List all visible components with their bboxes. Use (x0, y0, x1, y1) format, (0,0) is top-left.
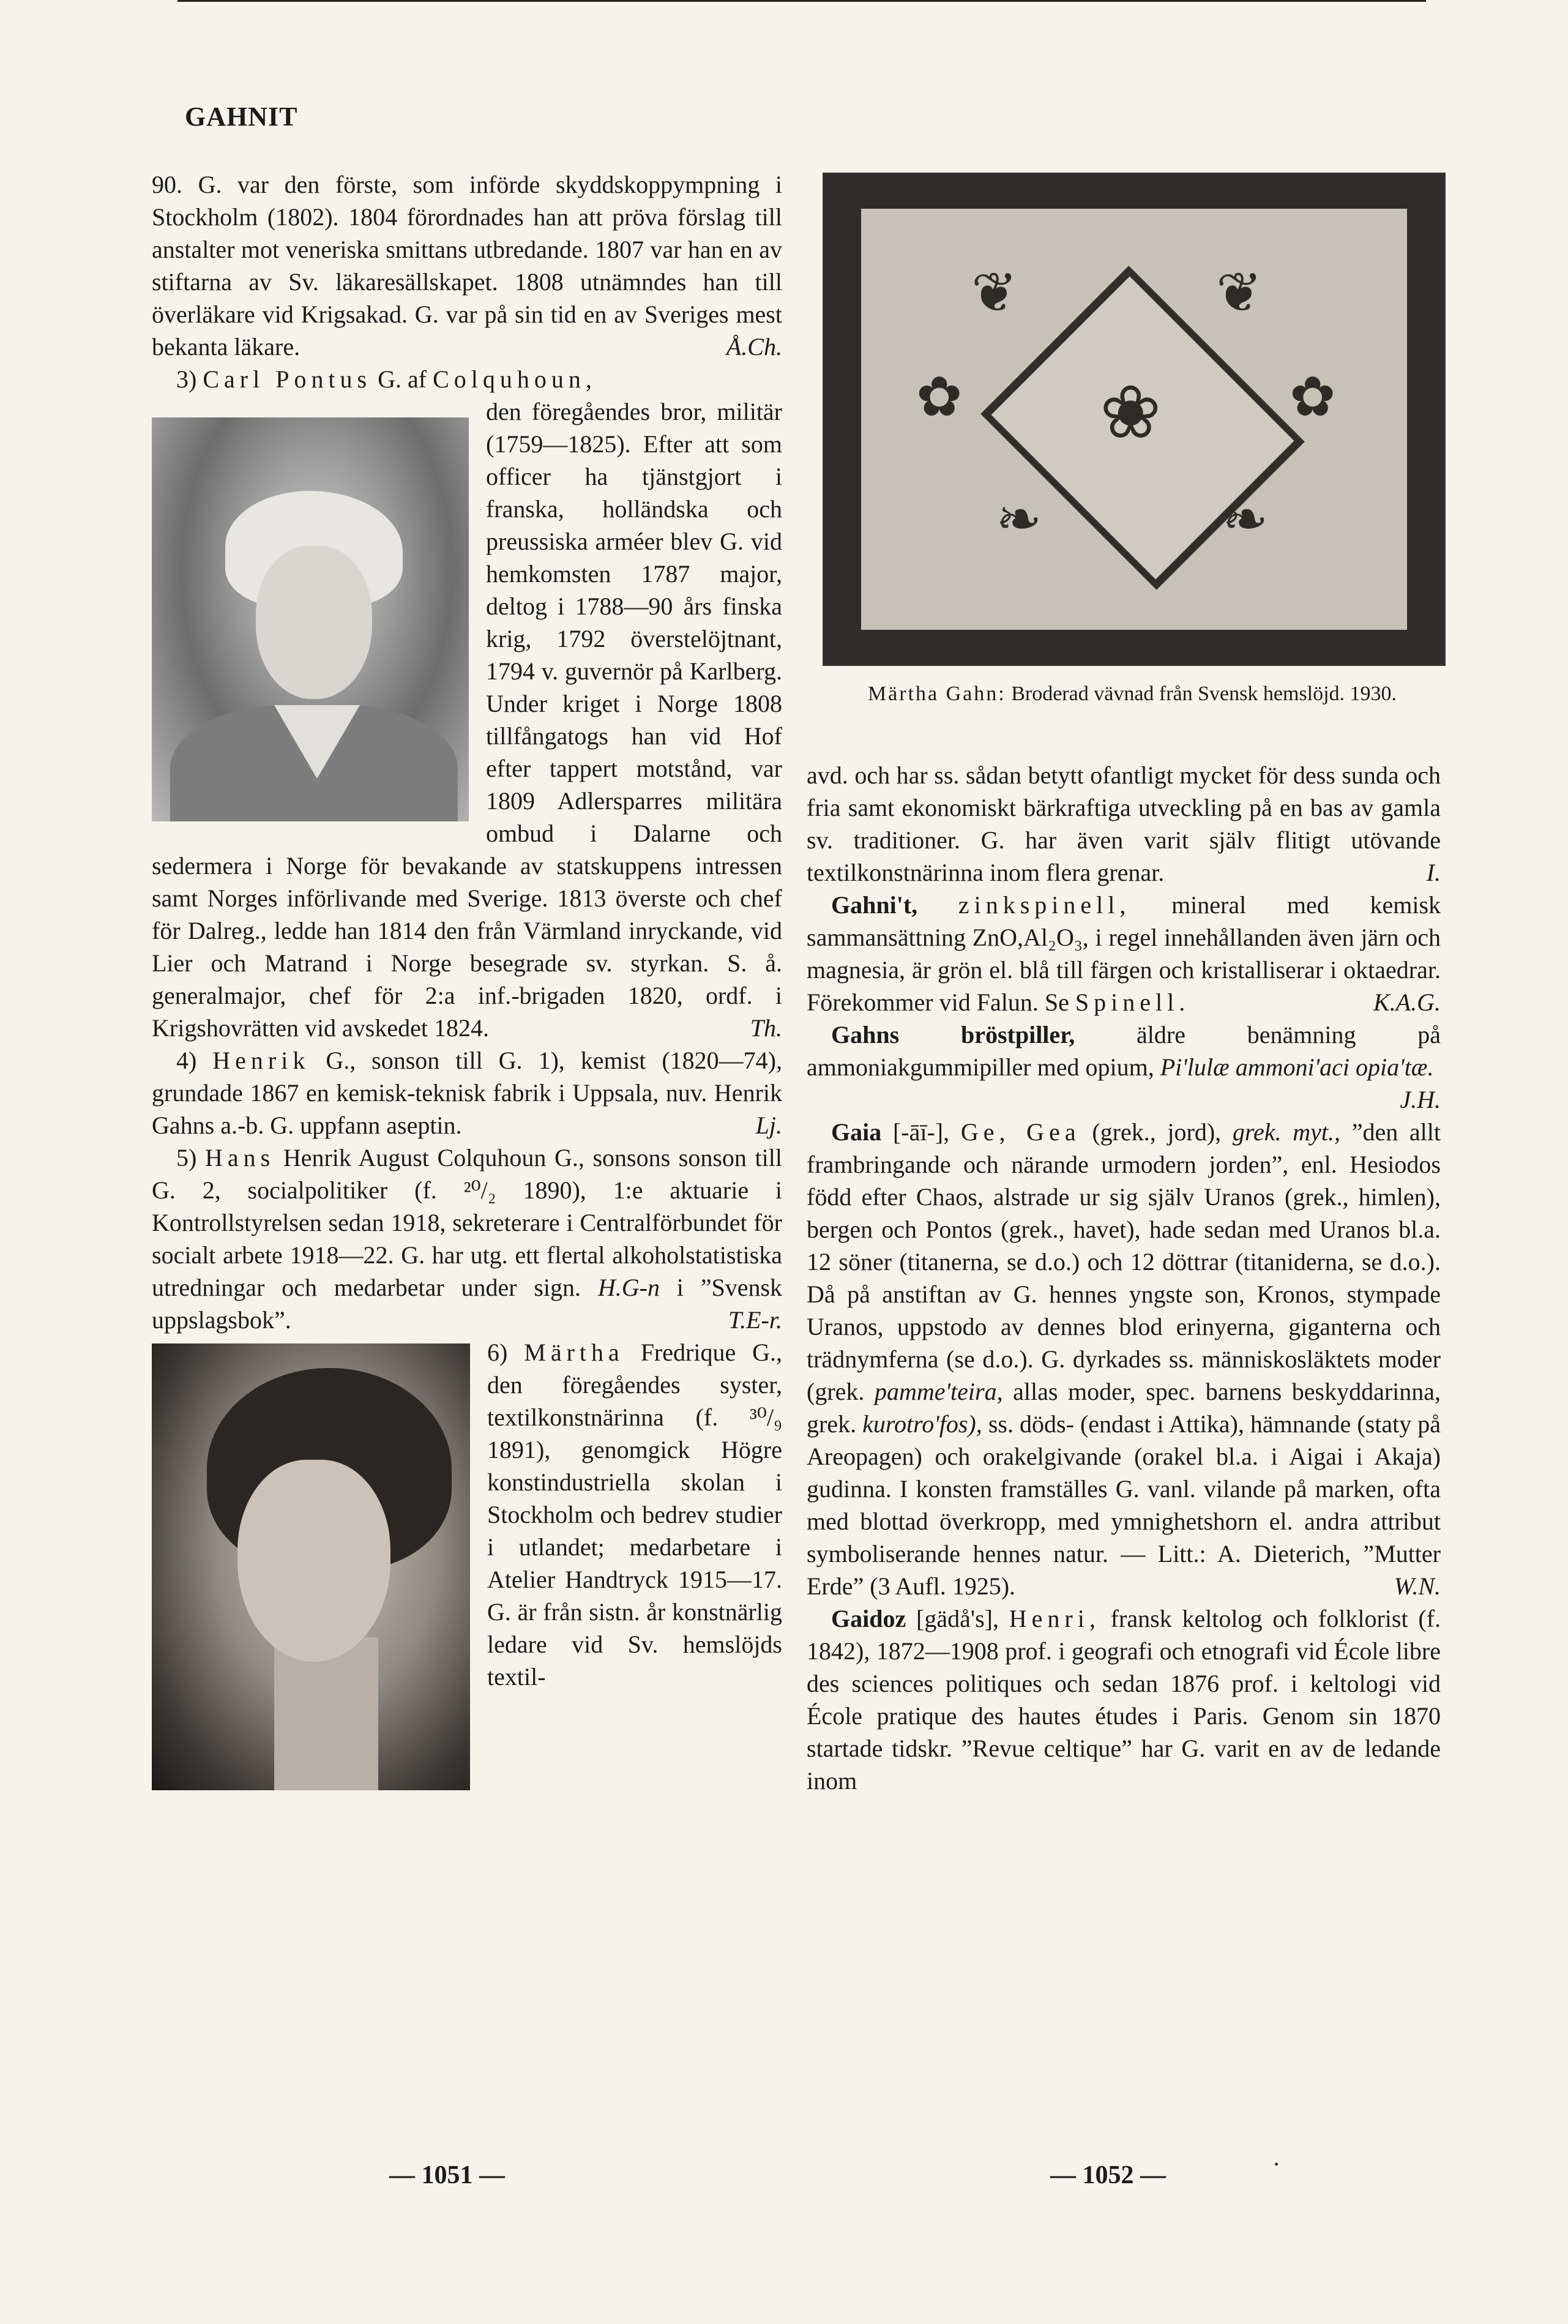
author-signature: W.N. (1394, 1572, 1441, 1600)
paragraph-text: Fredrique G., den föregåendes syster, textilkonstnärinna (f. ³⁰/₉ 1891), genomgick Högre konstindustriella skolan i Stockholm och bedrev studier i utlandet; medarbetare i Atelier Handtryck 1915—17. G. är från sistn. år konstnärlig ledare vid Sv. hemslöjds textil- (487, 1339, 782, 1691)
entry-number: 3) (176, 365, 197, 393)
embroidered-textile-photo (823, 173, 1446, 666)
entry-gahns-brostpiller (807, 1018, 1441, 1116)
paragraph-text: G., sonson till G. 1), kemist (1820—74), grundade 1867 en kemisk-teknisk fabrik i Uppsala, nuv. Henrik Gahns a.-b. G. uppfann aseptin. (152, 1047, 782, 1139)
headword: Gahns bröstpiller, (831, 1021, 1075, 1048)
person-name: Carl Pontus (203, 365, 372, 393)
flower-sprig-icon: ❦ (971, 263, 1018, 324)
person-surname: Colquhoun, (433, 365, 597, 393)
caption-text: Broderad vävnad från Svensk hemslöjd. 1930. (1011, 682, 1397, 705)
paragraph-text: fransk keltolog och folklorist (f. 1842), 1872—1908 prof. i geografi och etnografi vid École libre des sciences politiques och sedan 1876 prof. i keltologi vid École pratique des hautes études i Paris. Genom sin 1870 startade tidskr. ”Revue celtique” har G. varit en av de ledande inom (807, 1605, 1441, 1795)
author-signature: Å.Ch. (726, 333, 782, 361)
print-mark: • (1274, 2158, 1279, 2172)
entry-continuation (807, 759, 1441, 889)
pronunciation: [-āī-], (892, 1118, 950, 1146)
author-signature: T.E-r. (728, 1306, 782, 1334)
entry-number: 4) (176, 1047, 197, 1074)
paragraph-text: allas moder, spec. barnens beskyddarinna, grek. (807, 1378, 1441, 1438)
cross-reference: Spinell. (1075, 988, 1190, 1016)
paragraph-text: 90. G. var den förste, som införde skyddskoppympning i Stockholm (1802). 1804 förordnades han att pröva förslag till anstalter mot veneriska smittans utbredande. 1807 var han en av stiftarna av Sv. läkaresällskapet. 1808 utnämndes han till överläkare vid Krigsakad. G. var på sin tid en av Sveriges mest bekanta läkare. (152, 171, 782, 361)
flower-sprig-icon: ❦ (1216, 263, 1263, 324)
person-name: Märtha (524, 1339, 624, 1366)
flower-sprig-icon: ❧ (1222, 490, 1269, 550)
figure-caption (823, 681, 1442, 708)
flower-sprig-icon: ❧ (996, 490, 1042, 550)
person-name: Henrik (212, 1047, 310, 1074)
author-signature: K.A.G. (1373, 988, 1441, 1016)
left-column (152, 168, 782, 1790)
portrait-martha-gahn (152, 1343, 470, 1790)
signature-abbrev: H.G-n (597, 1274, 660, 1301)
headword: Gaia (831, 1118, 882, 1146)
entry-number: 5) (176, 1144, 197, 1171)
author-signature: J.H. (1400, 1086, 1441, 1113)
paragraph-text: avd. och har ss. sådan betytt ofantligt mycket för dess sunda och fria samt ekonomiskt bärkraftiga utveckling på en bas av gamla sv. traditioner. G. har även varit själv flitigt utövande textilkonstnärinna inom flera grenar. (807, 761, 1441, 886)
person-name: Hans (204, 1144, 275, 1171)
paragraph-text: den föregåendes bror, militär (1759—1825). Efter att som officer ha tjänstgjort i franska, holländska och preussiska arméer blev G. vid hemkomsten 1787 major, deltog i 1788—90 års finska krig, 1792 överstelöjtnant, 1794 v. guvernör på Karlberg. Under kriget i Norge 1808 tillfångatogs han vid Hof efter tappert motstånd, var 1809 Adlersparres militära ombud i Dalarne och sedermera i Norge för bevakande av statskuppens intressen samt Norges införlivande med Sverige. 1813 överste och chef för Dalreg., ledde han 1814 den från Värmland inryckande, vid Lier och Matrand i Norge besegrade sv. styrkan. S. å. generalmajor, chef för 2:a inf.-brigaden 1820, ordf. i Krigshovrätten vid avskedet 1824. (152, 398, 782, 1042)
greek-term: kurotro'fos), (862, 1410, 982, 1438)
paragraph-text: äldre benämning på ammoniakgummipiller med opium, (807, 1021, 1441, 1081)
greek-term: pamme'teira, (874, 1378, 1003, 1405)
paragraph-text: ss. döds- (endast i Attika), hämnande (staty på Areopagen) och orakelgivande (orakel bl.a. i Aigai i Akaja) gudinna. I konsten framställes G. vanl. vilande på marken, ofta med blottad överkropp, med ymnighetshorn el. andra attribut symboliserande hennes natur. — Litt.: A. Dieterich, ”Mutter Erde” (3 Aufl. 1925). (807, 1410, 1441, 1600)
page-number-left: — 1051 — (389, 2161, 505, 2189)
caption-name: Märtha Gahn: (867, 682, 1006, 705)
person-name: Henri, (1009, 1605, 1100, 1632)
entry-paragraph-3 (152, 363, 782, 395)
entry-gaidoz (807, 1602, 1441, 1797)
entry-paragraph-4 (152, 1044, 782, 1141)
top-rule (177, 0, 1426, 2)
person-name-part: G. af (378, 365, 427, 393)
paragraph-text: i ”Svensk uppslagsbok”. (152, 1274, 783, 1334)
author-signature: Lj. (755, 1112, 782, 1139)
flower-sprig-icon: ✿ (1290, 367, 1336, 428)
headword: Gaidoz (831, 1605, 906, 1632)
entry-number: 6) (487, 1339, 508, 1366)
latin-term: Pi'lulæ ammoni'aci opia'tæ. (1160, 1053, 1434, 1081)
entry-gahnit (807, 889, 1441, 1018)
author-signature: I. (1426, 859, 1441, 886)
pronunciation: [gädå's], (916, 1605, 999, 1632)
headword: Gahni't, (831, 891, 918, 919)
field-label: grek. myt., (1232, 1118, 1340, 1146)
paragraph-text: ”den allt frambringande och närande urmodern jorden”, enl. Hesiodos född efter Chaos, alstrade ur sig själv Uranos (grek., himlen), bergen och Pontos (grek., havet), hade sedan med Uranos bl.a. 12 söner (titanerna, se d.o.) och 12 döttrar (titaniderna, se d.o.). Då på anstiftan av G. hennes yngste son, Kronos, stympade Uranos, uppstodo av dennes blod erinyerna, giganterna och trädnymferna (se d.o.). G. dyrkades ss. människosläktets moder (grek. (807, 1118, 1441, 1405)
entry-paragraph-1 (152, 168, 782, 363)
entry-paragraph-5 (152, 1141, 782, 1336)
paragraph-text: mineral med kemisk sammansättning ZnO,Al₂O₃, i regel innehållanden även järn och magnesia, är grön el. blå till färgen och kristalliserar i oktaedrar. Förekommer vid Falun. Se (807, 891, 1441, 1016)
paragraph-text: (grek., jord), (1092, 1118, 1222, 1146)
paragraph-text: Henrik August Colquhoun G., sonsons sonson till G. 2, socialpolitiker (f. ²⁰/₂ 1890), 1:e aktuarie i Kontrollstyrelsen sedan 1918, sekreterare i Centralförbundet för socialt arbete 1918—22. G. har utg. ett flertal alkoholstatistiska utredningar och medarbetar under sign. (152, 1144, 783, 1301)
entry-gaia (807, 1116, 1441, 1602)
running-head: GAHNIT (185, 102, 298, 132)
right-column (807, 759, 1441, 1797)
portrait-carl-pontus-gahn (152, 417, 469, 821)
variant-names: Ge, Gea (960, 1118, 1081, 1146)
page-number-right: — 1052 — (1050, 2161, 1166, 2189)
author-signature: Th. (750, 1014, 782, 1042)
flower-sprig-icon: ❀ (1100, 372, 1162, 454)
flower-sprig-icon: ✿ (916, 367, 963, 428)
synonym: zinkspinell, (958, 891, 1131, 919)
